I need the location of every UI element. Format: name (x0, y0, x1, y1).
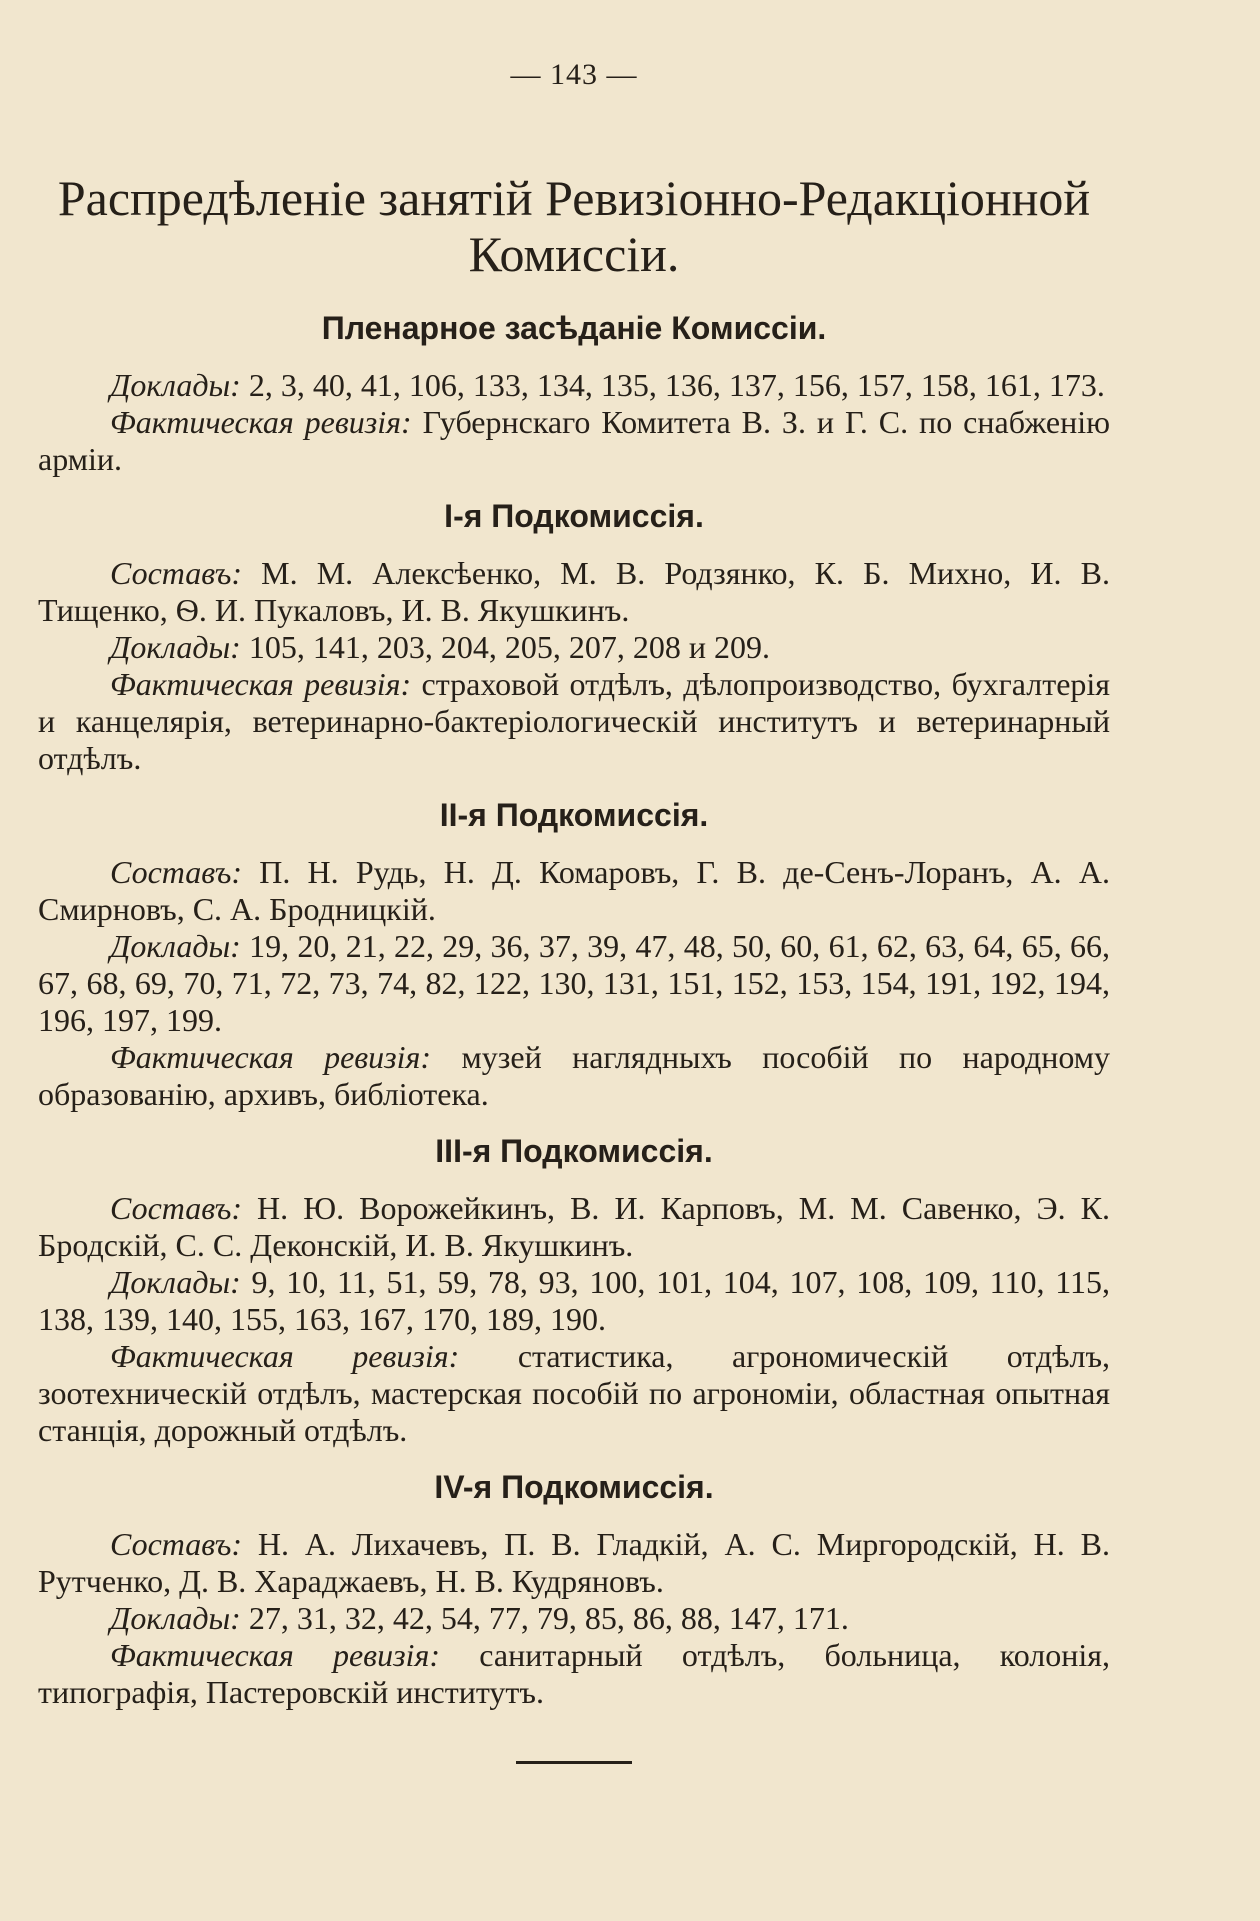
reports-text: 19, 20, 21, 22, 29, 36, 37, 39, 47, 48, 50, 60, 61, 62, 63, 64, 65, 66, 67, 68, 69, 70, 71, 72, 73, 74, 82, 122, 130, 131, 151, 152, 153, 154, 191, 192, 194, 196, 197, 199. (38, 928, 1110, 1038)
section-heading-sub1: I-я Подкомиссія. (444, 498, 704, 534)
reports-text: 2, 3, 40, 41, 106, 133, 134, 135, 136, 137, 156, 157, 158, 161, 173. (240, 367, 1105, 403)
members-text: П. Н. Рудь, Н. Д. Комаровъ, Г. В. де-Сенъ-Лоранъ, А. А. Смирновъ, С. А. Бродницкій. (38, 854, 1110, 927)
reports-text: 9, 10, 11, 51, 59, 78, 93, 100, 101, 104, 107, 108, 109, 110, 115, 138, 139, 140, 155, 163, 167, 170, 189, 190. (38, 1264, 1110, 1337)
sub1-reports (38, 629, 1110, 666)
sub4-members (38, 1526, 1110, 1600)
document-page (38, 40, 1110, 1764)
subcommission-3-section (38, 1133, 1110, 1449)
members-label: Составъ: (110, 1190, 242, 1226)
sub1-members (38, 555, 1110, 629)
reports-label: Доклады: (110, 1600, 241, 1636)
sub4-reports (38, 1600, 1110, 1637)
audit-label: Фактическая ревизія: (110, 1338, 460, 1374)
section-heading-sub2: II-я Подкомиссія. (439, 797, 709, 833)
closing-rule (516, 1761, 632, 1764)
sub2-audit (38, 1039, 1110, 1113)
audit-text: музей наглядныхъ пособій по народному образованію, архивъ, библіотека. (38, 1039, 1110, 1112)
members-text: Н. Ю. Ворожейкинъ, В. И. Карповъ, М. М. Савенко, Э. К. Бродскій, С. С. Деконскій, И. В. Якушкинъ. (38, 1190, 1110, 1263)
reports-label: Доклады: (110, 928, 241, 964)
reports-label: Доклады: (110, 1264, 241, 1300)
audit-text: санитарный отдѣлъ, больница, колонія, типографія, Пастеровскій институтъ. (38, 1637, 1111, 1710)
members-label: Составъ: (110, 854, 242, 890)
members-label: Составъ: (110, 555, 242, 591)
page-number: — 143 — (510, 58, 638, 91)
section-heading-plenary: Пленарное засѣданіе Комиссіи. (321, 310, 827, 346)
sub3-members (38, 1190, 1110, 1264)
audit-label: Фактическая ревизія: (110, 1637, 440, 1673)
members-label: Составъ: (110, 1526, 242, 1562)
subcommission-1-section (38, 498, 1110, 777)
plenary-audit (38, 404, 1110, 478)
audit-label: Фактическая ревизія: (110, 1039, 432, 1075)
plenary-reports (38, 367, 1110, 404)
audit-label: Фактическая ревизія: (110, 666, 412, 702)
subcommission-4-section (38, 1469, 1110, 1711)
audit-label: Фактическая ревизія: (110, 404, 412, 440)
members-text: Н. А. Лихачевъ, П. В. Гладкій, А. С. Миргородскій, Н. В. Рутченко, Д. В. Хараджаевъ, Н. В. Кудряновъ. (38, 1526, 1110, 1599)
section-heading-sub4: IV-я Подкомиссія. (434, 1469, 714, 1505)
reports-text: 27, 31, 32, 42, 54, 77, 79, 85, 86, 88, 147, 171. (240, 1600, 849, 1636)
reports-text: 105, 141, 203, 204, 205, 207, 208 и 209. (240, 629, 770, 665)
sub2-members (38, 854, 1110, 928)
section-heading-sub3: III-я Подкомиссія. (435, 1133, 713, 1169)
subcommission-2-section (38, 797, 1110, 1113)
sub3-audit (38, 1338, 1110, 1449)
reports-label: Доклады: (110, 629, 241, 665)
sub4-audit (38, 1637, 1110, 1711)
plenary-section (38, 310, 1110, 478)
sub3-reports (38, 1264, 1110, 1338)
audit-text: статистика, агрономическій отдѣлъ, зоотехническій отдѣлъ, мастерская пособій по агрономіи, областная опытная станція, дорожный отдѣлъ. (38, 1338, 1111, 1448)
audit-text: Губернскаго Комитета В. З. и Г. С. по снабженію арміи. (38, 404, 1111, 477)
page-title: Распредѣленіе занятій Ревизіонно-Редакціонной Комиссіи. (57, 170, 1091, 282)
audit-text: страховой отдѣлъ, дѣлопроизводство, бухгалтерія и канцелярія, ветеринарно-бактеріологическій институтъ и ветеринарный отдѣлъ. (38, 666, 1111, 776)
members-text: М. М. Алексѣенко, М. В. Родзянко, К. Б. Михно, И. В. Тищенко, Ѳ. И. Пукаловъ, И. В. Якушкинъ. (38, 555, 1110, 628)
reports-label: Доклады: (110, 367, 241, 403)
sub2-reports (38, 928, 1110, 1039)
sub1-audit (38, 666, 1110, 777)
